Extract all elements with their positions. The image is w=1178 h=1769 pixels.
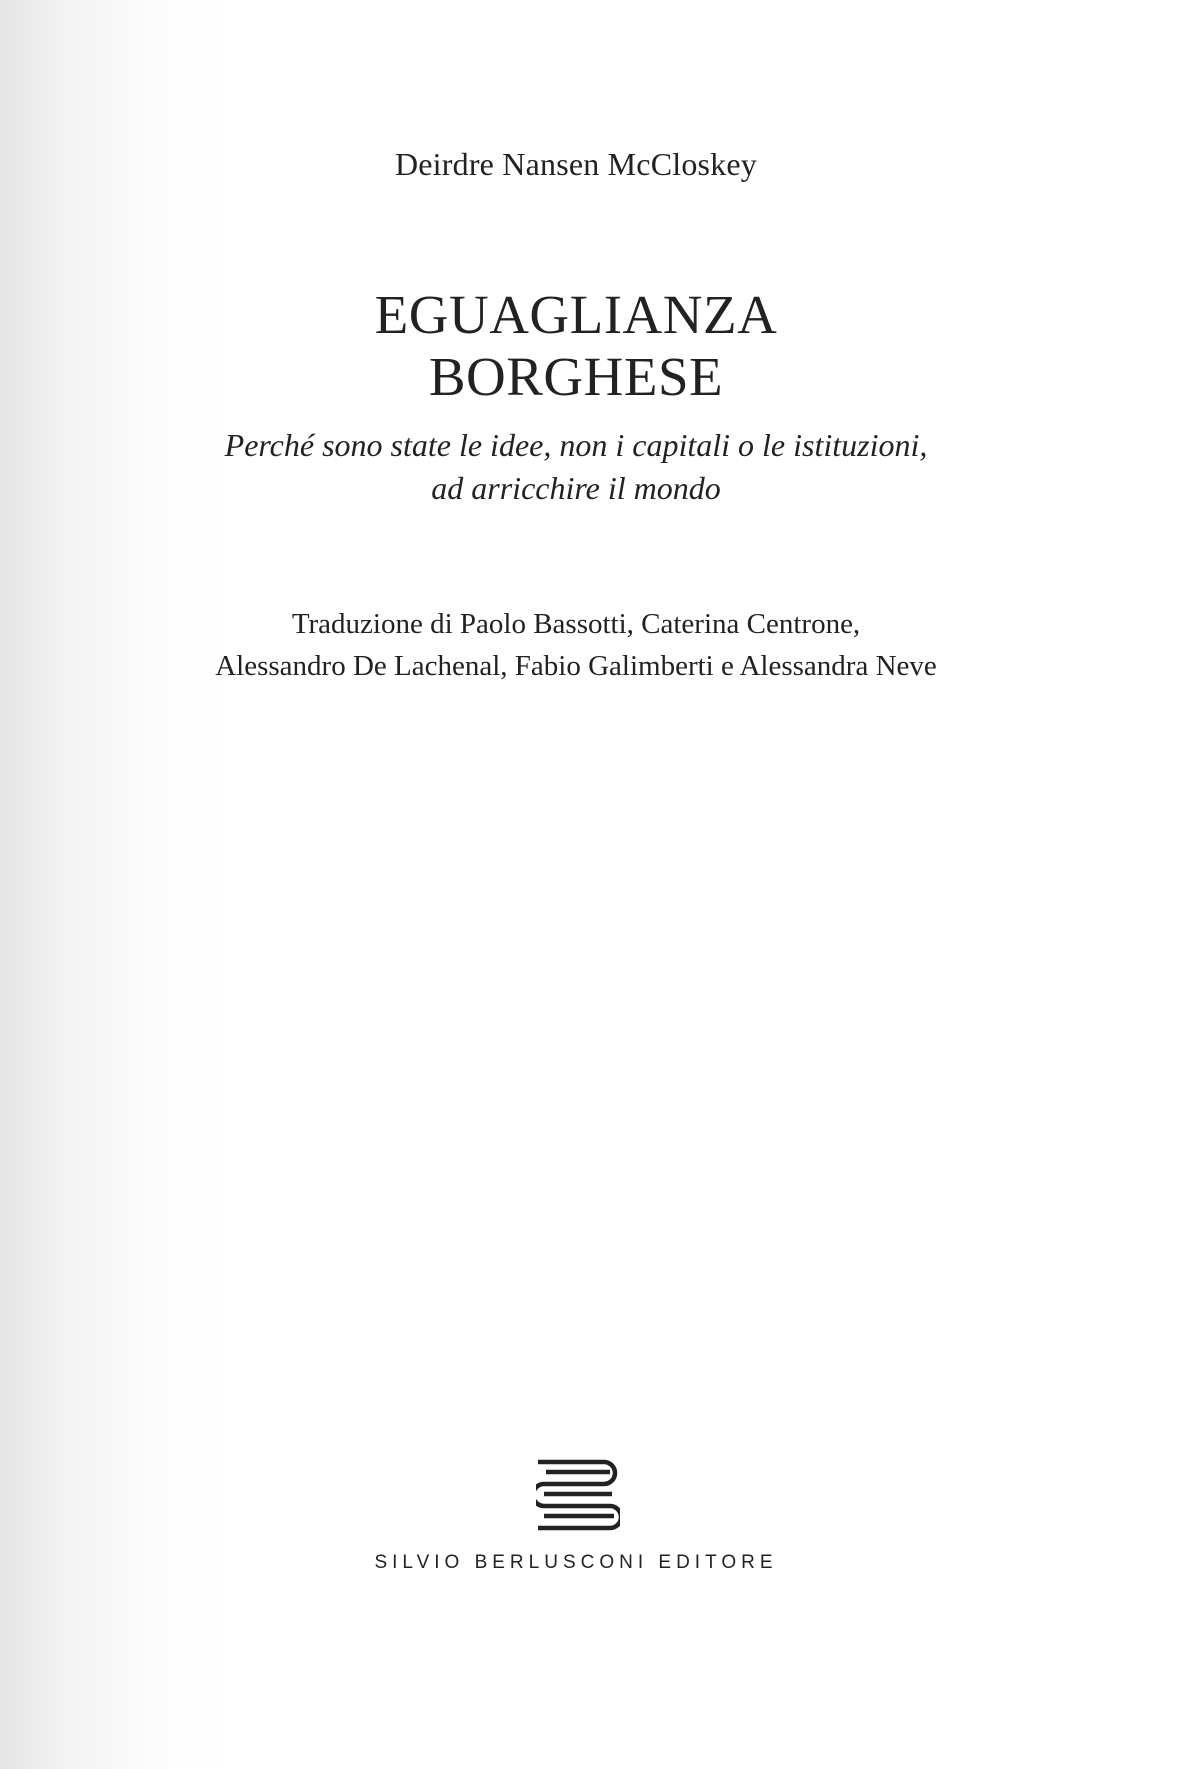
publisher-name: SILVIO BERLUSCONI EDITORE (374, 1552, 778, 1573)
translators-line-2: Alessandro De Lachenal, Fabio Galimberti e Alessandra Neve (215, 650, 937, 682)
book-subtitle (0, 424, 1152, 510)
translators-line-1: Traduzione di Paolo Bassotti, Caterina Centrone, (291, 608, 861, 640)
author-name: Deirdre Nansen McCloskey (394, 146, 758, 182)
book-title-line-2: BORGHESE (428, 346, 724, 407)
book-title-line-1: EGUAGLIANZA (374, 284, 778, 345)
book-title (0, 284, 1152, 408)
book-subtitle-line-1: Perché sono state le idee, non i capitali o le istituzioni, (224, 427, 928, 463)
stacked-books-logo-icon (536, 1458, 620, 1540)
book-subtitle-line-2: ad arricchire il mondo (431, 470, 721, 506)
translators-credit (0, 603, 1152, 687)
